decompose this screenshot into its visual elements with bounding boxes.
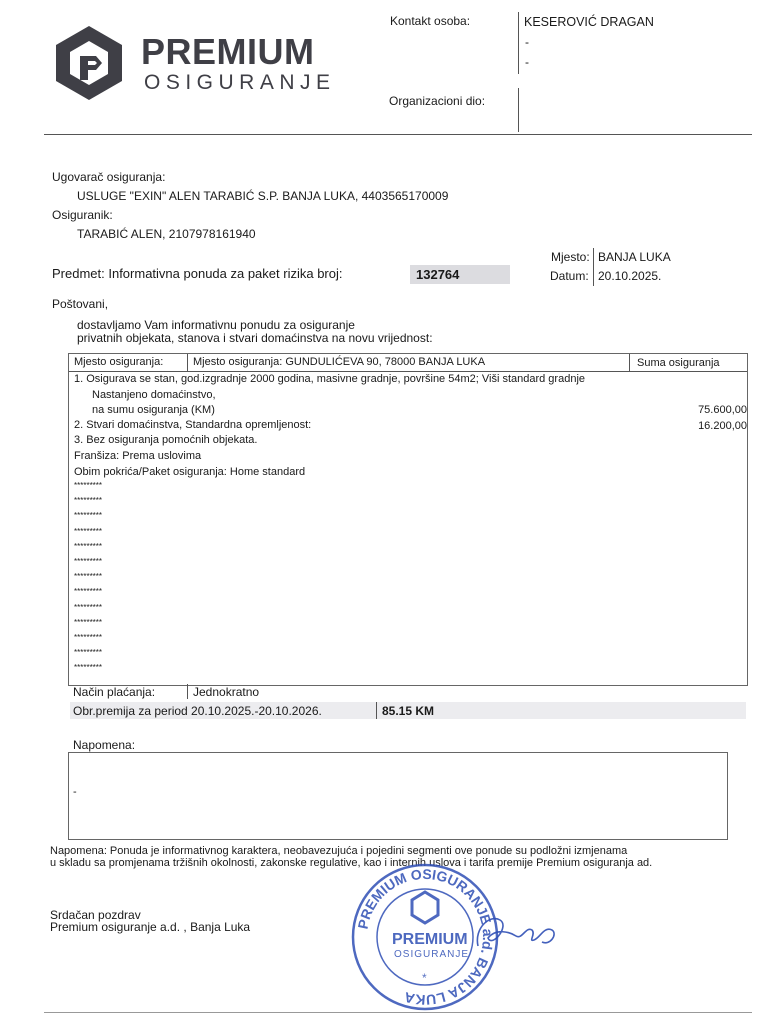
table-col-divider-1 <box>187 354 188 371</box>
stamp-ring-text: PREMIUM OSIGURANJE a.d. BANJA LUKA <box>354 865 497 1009</box>
date-label: Datum: <box>550 269 589 283</box>
payment-method-divider <box>187 684 188 699</box>
item-1: 1. Osigurava se stan, god.izgradnje 2000 godina, masivne gradnje, površine 54m2; Viši standard gradnje <box>74 373 586 385</box>
contact-label: Kontakt osoba: <box>390 14 471 28</box>
stars-row: ********* <box>74 663 103 673</box>
stars-row: ********* <box>74 648 103 658</box>
table-header-rule <box>69 371 747 372</box>
stars-row: ********* <box>74 602 103 612</box>
footer-rule <box>44 1012 752 1013</box>
contractor-label: Ugovarač osiguranja: <box>52 170 166 184</box>
stars-list <box>74 478 102 676</box>
logo-wordmark: PREMIUM <box>141 31 315 72</box>
payment-method-value: Jednokratno <box>193 685 260 699</box>
stars-row: ********* <box>74 557 103 567</box>
contact-divider <box>518 12 519 74</box>
place-label: Mjesto: <box>551 250 590 264</box>
insured-label: Osiguranik: <box>52 208 113 222</box>
subject-text: Predmet: Informativna ponuda za paket rizika broj: <box>52 266 343 281</box>
item-1-subline-1: Nastanjeno domaćinstvo, <box>92 389 216 401</box>
logo-subtitle: OSIGURANJE <box>144 71 336 94</box>
stars-row: ********* <box>74 496 103 506</box>
org-unit-label: Organizacioni dio: <box>389 94 486 108</box>
table-header-sum: Suma osiguranja <box>637 357 720 369</box>
logo-mark-icon <box>50 24 128 102</box>
item-1-value: 75.600,00 <box>698 404 747 416</box>
table-header-label: Mjesto osiguranja: <box>74 356 164 368</box>
stars-row: ********* <box>74 541 103 551</box>
org-unit-divider <box>518 88 519 132</box>
item-2: 2. Stvari domaćinstva, Standardna opremljenost: <box>74 419 312 431</box>
stars-row: ********* <box>74 572 103 582</box>
item-3: 3. Bez osiguranja pomoćnih objekata. <box>74 434 258 446</box>
closing-line-1: Srdačan pozdrav <box>50 908 141 922</box>
intro-line-1: dostavljamo Vam informativnu ponudu za osiguranje <box>77 318 355 332</box>
disclaimer-line-1: Napomena: Ponuda je informativnog karaktera, neobavezujuća i pojedini segmenti ove ponude su podložni izmjenama <box>50 845 628 857</box>
item-1-subline-2: na sumu osiguranja (KM) <box>92 404 215 416</box>
table-header-location: Mjesto osiguranja: GUNDULIĆEVA 90, 78000 BANJA LUKA <box>193 356 486 368</box>
contact-value: KESEROVIĆ DRAGAN <box>524 15 654 29</box>
date-value: 20.10.2025. <box>598 269 662 283</box>
premium-label: Obr.premija za period 20.10.2025.-20.10.2026. <box>73 704 322 718</box>
stars-row: ********* <box>74 617 103 627</box>
stars-row: ********* <box>74 526 103 536</box>
svg-text:*: * <box>422 971 427 985</box>
stars-row: ********* <box>74 633 103 643</box>
company-logo <box>50 26 350 96</box>
note-content: - <box>73 786 77 798</box>
premium-divider <box>376 702 377 719</box>
signature <box>470 908 560 958</box>
insured-value: TARABIĆ ALEN, 2107978161940 <box>77 227 256 241</box>
intro-line-2: privatnih objekata, stanova i stvari domaćinstva na novu vrijednost: <box>77 331 433 345</box>
greeting: Poštovani, <box>52 297 109 311</box>
coverage: Obim pokrića/Paket osiguranja: Home standard <box>74 466 306 478</box>
table-col-divider-2 <box>629 354 630 371</box>
note-box <box>68 752 728 840</box>
stamp-center-line-2: OSIGURANJE <box>394 949 470 960</box>
disclaimer-line-2: u skladu sa promjenama tržišnih okolnosti, zakonske regulative, kao i internih uslova i tarifa premije Premium osiguranja ad. <box>50 857 653 869</box>
contact-dash-1: - <box>525 35 529 49</box>
item-2-value: 16.200,00 <box>698 420 747 432</box>
place-value: BANJA LUKA <box>598 250 671 264</box>
payment-method-label: Način plaćanja: <box>73 685 156 699</box>
stars-row: ********* <box>74 587 103 597</box>
closing-line-2: Premium osiguranje a.d. , Banja Luka <box>50 920 251 934</box>
premium-value: 85.15 KM <box>382 704 435 718</box>
contact-dash-2: - <box>525 55 529 69</box>
contractor-value: USLUGE "EXIN" ALEN TARABIĆ S.P. BANJA LUKA, 4403565170009 <box>77 189 449 203</box>
franchise: Franšiza: Prema uslovima <box>74 450 202 462</box>
note-label: Napomena: <box>73 738 136 752</box>
stars-row: ********* <box>74 481 103 490</box>
insurance-table <box>68 353 748 686</box>
header-rule <box>44 134 752 135</box>
stamp-center-line-1: PREMIUM <box>392 931 468 948</box>
stars-row: ********* <box>74 511 103 521</box>
place-divider <box>593 248 594 286</box>
offer-number: 132764 <box>410 265 510 284</box>
